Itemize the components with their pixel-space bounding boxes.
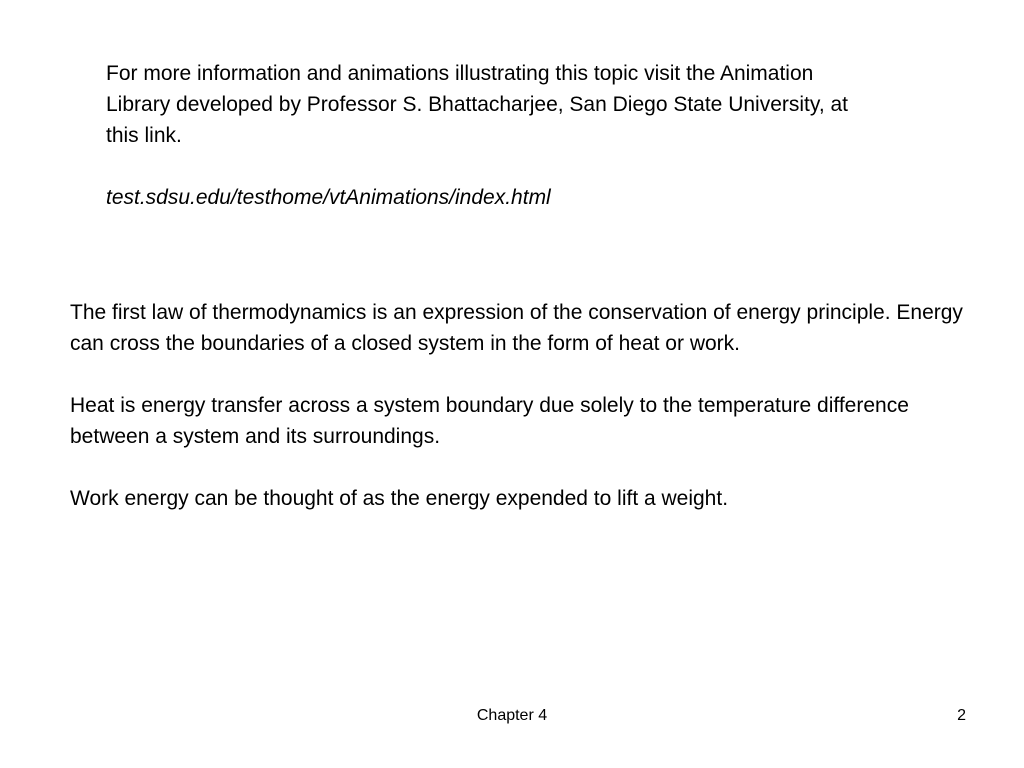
work-definition-paragraph: Work energy can be thought of as the energy expended to lift a weight. (70, 487, 729, 510)
intro-block (106, 58, 866, 213)
page-number: 2 (957, 707, 966, 724)
heat-definition-paragraph: Heat is energy transfer across a system boundary due solely to the temperature difference between a system and its surroundings. (70, 394, 909, 448)
first-law-paragraph: The first law of thermodynamics is an expression of the conservation of energy principle. Energy can cross the boundaries of a closed system in the form of heat or work. (70, 301, 963, 355)
footer-chapter-label: Chapter 4 (476, 707, 548, 724)
main-content (70, 297, 990, 545)
intro-text: For more information and animations illustrating this topic visit the Animation Library developed by Professor S. Bhattacharjee, San Diego State University, at this link. (106, 62, 849, 147)
animation-library-link[interactable]: test.sdsu.edu/testhome/vtAnimations/index.html (106, 186, 551, 209)
